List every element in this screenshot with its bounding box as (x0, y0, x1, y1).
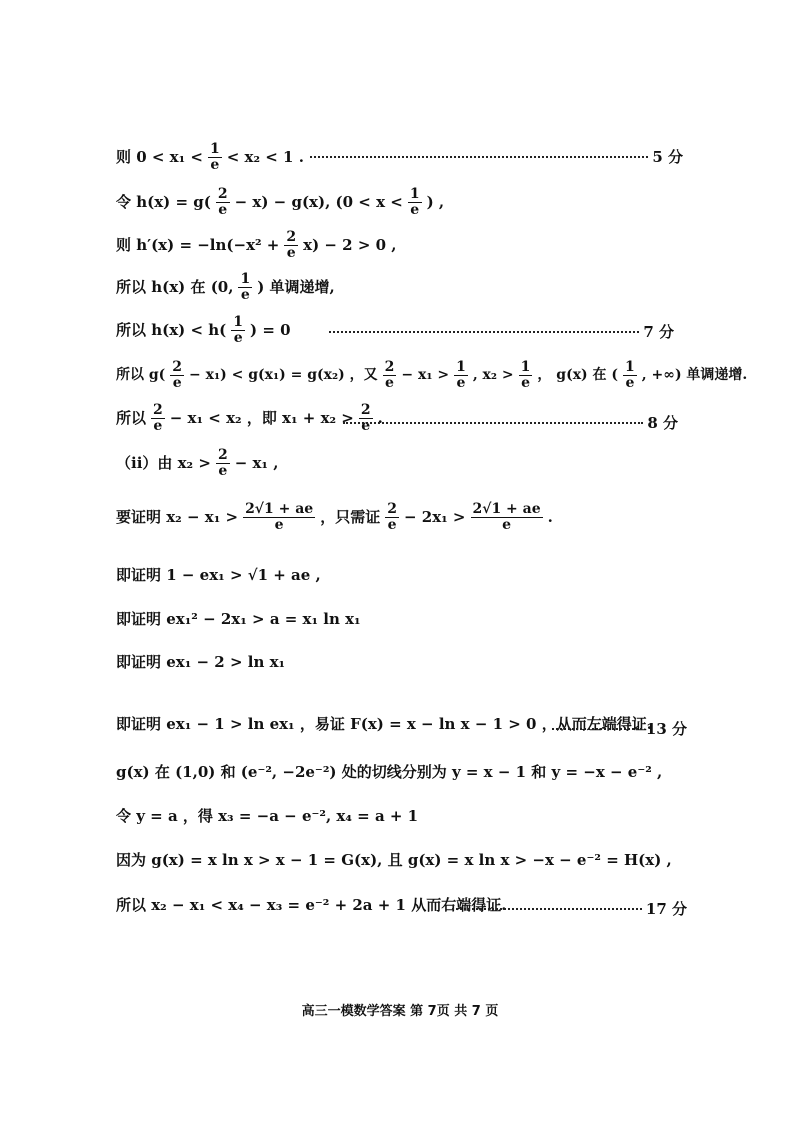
text: （ii）由 x₂ > (116, 453, 211, 472)
text: 要证明 x₂ − x₁ > (116, 507, 239, 526)
fraction: $\frac{1}{e}$ (409, 186, 420, 218)
fraction: $\frac{2}{e}$ (217, 447, 228, 479)
text: ， g(x) 在 ( (537, 367, 619, 384)
text: , +∞) 单调递增. (641, 367, 748, 384)
text: 即证明 ex₁ − 1 > ln ex₁ ，易证 F(x) = x − ln x − 1 > 0 ，从而左端得证. (116, 715, 652, 733)
text: 则 0 < x₁ < (116, 147, 203, 166)
fraction: $\frac{2}{e}$ (153, 402, 163, 434)
text: . (377, 408, 383, 427)
text: 则 h′(x) = −ln(−x² + (116, 235, 280, 254)
fraction: $\frac{1}{e}$ (240, 271, 251, 303)
text: < x₂ < 1 . (226, 147, 304, 166)
text: − x₁) < g(x₁) = g(x₂) ，又 (189, 367, 378, 384)
text: ) , (426, 192, 445, 211)
text: 所以 g( (116, 367, 166, 384)
text: − x₁ < x₂ ，即 x₁ + x₂ > (169, 408, 354, 427)
score-13: 13 分 (552, 718, 687, 739)
fraction: $\frac{1}{e}$ (209, 141, 220, 173)
math-line (116, 765, 662, 780)
fraction: $\frac{1}{e}$ (520, 359, 531, 391)
text: − x₁ , (234, 453, 279, 472)
text: − 2x₁ > (403, 507, 466, 526)
math-line (116, 898, 506, 913)
text: 所以 h(x) < h( (116, 320, 227, 339)
fraction: $\frac{2}{e}$ (286, 229, 297, 261)
text: ) 单调递增, (257, 277, 335, 296)
text: − x) − g(x), (0 < x < (234, 192, 403, 211)
page-footer: 高三一模数学答案 第 7页 共 7 页 (301, 1004, 499, 1019)
score-5: 5 分 (310, 146, 683, 167)
fraction: $\frac{2√1 + ae}{e}$ (472, 501, 541, 533)
text: 令 h(x) = g( (116, 192, 211, 211)
text: 令 y = a ，得 x₃ = −a − e⁻², x₄ = a + 1 (116, 807, 419, 825)
fraction: $\frac{2√1 + ae}{e}$ (245, 501, 314, 533)
math-line (116, 315, 291, 345)
math-line (116, 809, 418, 824)
math-line (116, 448, 278, 478)
math-line (116, 230, 397, 260)
math-line (116, 612, 361, 627)
fraction: $\frac{2}{e}$ (360, 402, 371, 434)
fraction: $\frac{2}{e}$ (387, 501, 397, 533)
text: 因为 g(x) = x ln x > x − 1 = G(x), 且 g(x) = x ln x > −x − e⁻² = H(x) , (116, 851, 672, 869)
text: 即证明 ex₁ − 2 > ln x₁ (116, 653, 286, 671)
text: 所以 (116, 408, 147, 427)
text: ，只需证 (320, 507, 381, 526)
text: 即证明 ex₁² − 2x₁ > a = x₁ ln x₁ (116, 610, 361, 628)
math-line (116, 272, 335, 302)
text: . (547, 507, 553, 526)
text: ) = 0 (250, 320, 291, 339)
text: 所以 h(x) 在 (0, (116, 277, 234, 296)
score-8: 8 分 (343, 412, 678, 433)
fraction: $\frac{2}{e}$ (217, 186, 228, 218)
math-line (116, 142, 304, 172)
math-line (116, 655, 285, 670)
fraction: $\frac{1}{e}$ (456, 359, 466, 391)
score-7: 7 分 (329, 321, 674, 342)
text: − x₁ > (401, 367, 450, 384)
fraction: $\frac{1}{e}$ (625, 359, 635, 391)
text: x) − 2 > 0 , (303, 235, 397, 254)
text: 所以 x₂ − x₁ < x₄ − x₃ = e⁻² + 2a + 1 从而右端得证. (116, 896, 507, 914)
math-line (116, 187, 444, 217)
text: , x₂ > (472, 367, 514, 384)
score-17: 17 分 (452, 898, 687, 919)
fraction: $\frac{2}{e}$ (172, 359, 183, 391)
fraction: $\frac{2}{e}$ (384, 359, 395, 391)
text: g(x) 在 (1,0) 和 (e⁻², −2e⁻²) 处的切线分别为 y = x − 1 和 y = −x − e⁻² , (116, 763, 663, 781)
text: 即证明 1 − ex₁ > √1 + ae , (116, 566, 321, 584)
math-line (116, 853, 672, 868)
math-line (116, 502, 553, 532)
fraction: $\frac{1}{e}$ (233, 314, 244, 346)
math-line (116, 360, 747, 390)
math-line (116, 568, 321, 583)
